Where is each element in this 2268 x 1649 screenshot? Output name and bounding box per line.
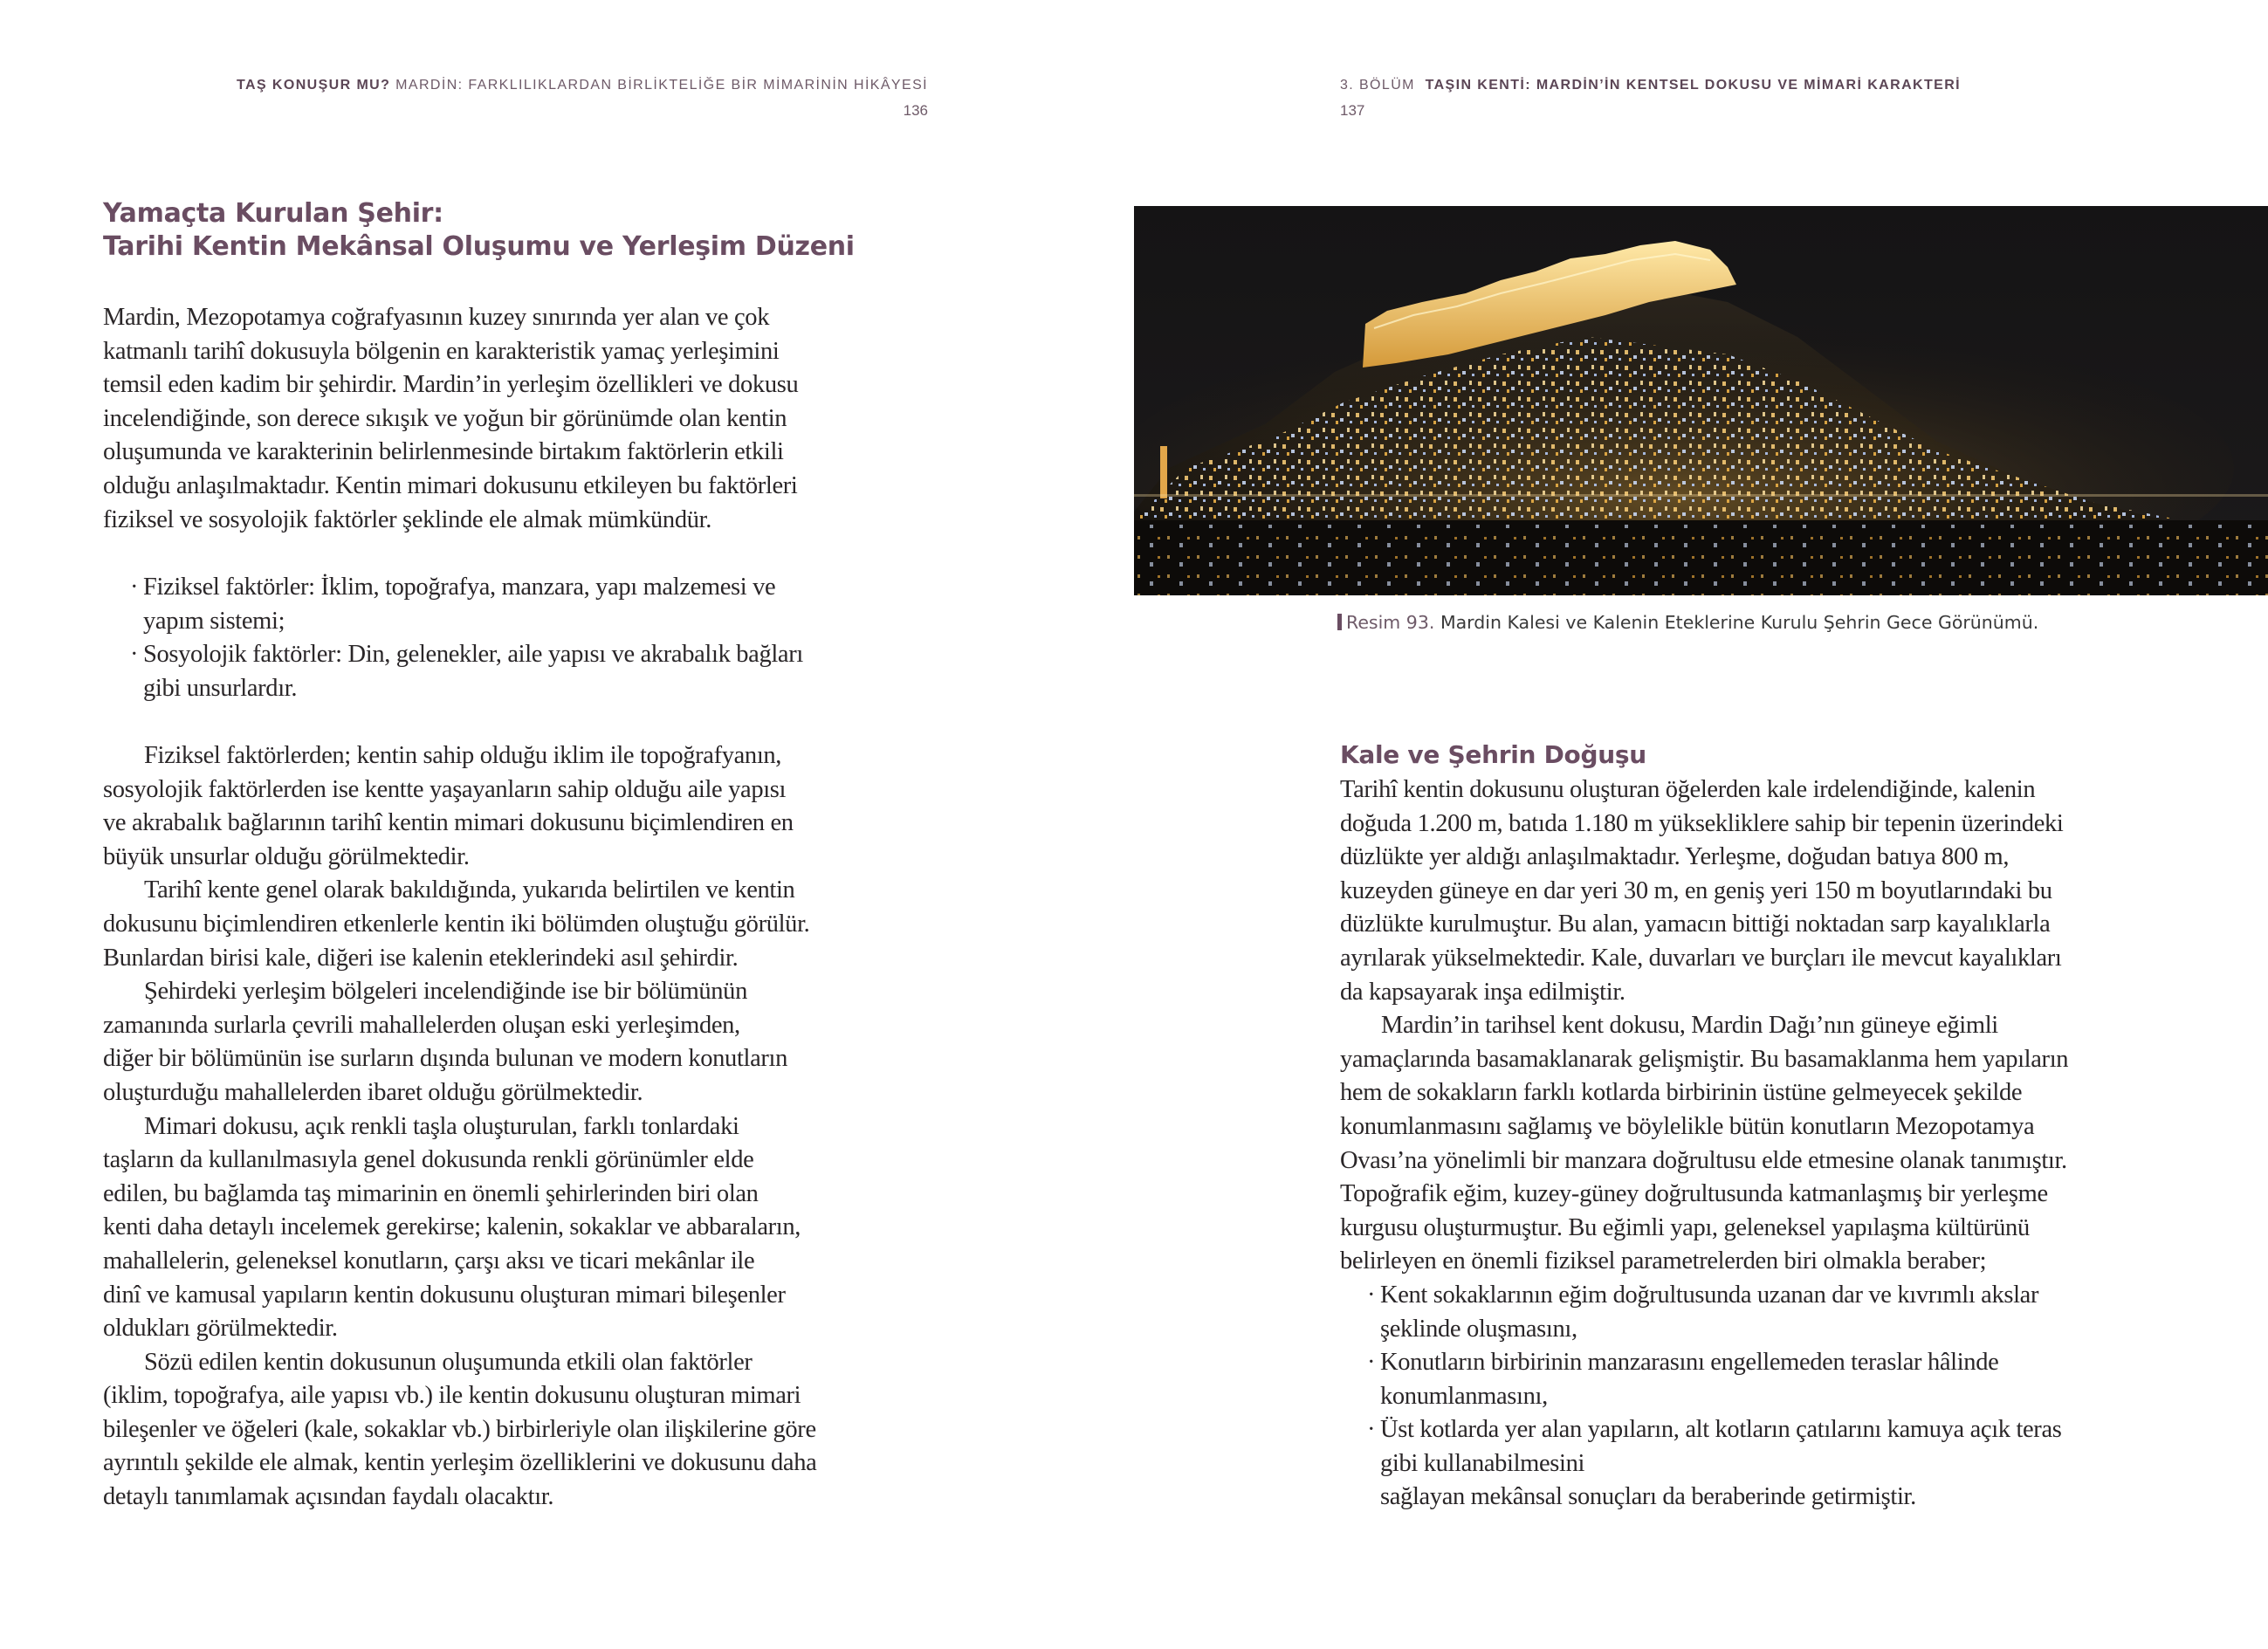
night-city-photo [1134, 206, 2268, 595]
text-line: Sözü edilen kentin dokusunun oluşumunda etkili olan faktörler [144, 1348, 753, 1376]
text-line: hem de sokakların farklı kotlarda birbirinin üstüne gelmeyecek şekilde [1340, 1079, 2023, 1107]
book-title: TAŞ KONUŞUR MU? [237, 78, 391, 93]
text-line: Mardin’in tarihsel kent dokusu, Mardin Dağı’nın güneye eğimli [1381, 1012, 1998, 1040]
bullet-icon: · [1367, 1416, 1376, 1444]
text-line: kurgusu oluşturmuştur. Bu eğimli yapı, geleneksel yapılaşma kültürünü [1340, 1213, 2030, 1241]
text-line: edilen, bu bağlamda taş mimarinin en önemli şehirlerinden biri olan [103, 1179, 759, 1207]
chapter-label: 3. BÖLÜM [1340, 78, 1415, 93]
text-line: dinî ve kamusal yapıların kentin dokusunu oluşturan mimari bileşenler [103, 1281, 786, 1309]
paragraph [103, 874, 816, 975]
text-line: Bunlardan birisi kale, diğeri ise kalenin eteklerindeki asıl şehirdir. [103, 944, 739, 972]
text-line: Mimari dokusu, açık renkli taşla oluşturulan, farklı tonlardaki [144, 1112, 739, 1140]
list-item-text: gibi unsurlardır. [143, 674, 298, 702]
text-line: doğuda 1.200 m, batıda 1.180 m yüksekliklere sahip bir tepenin üzerindeki [1340, 809, 2064, 837]
caption-number: Resim 93. [1346, 612, 1435, 633]
figure-caption [1337, 612, 2038, 633]
text-line: düzlükte yer aldığı anlaşılmaktadır. Yerleşme, doğudan batıya 800 m, [1340, 843, 2010, 871]
text-line: oluşumunda ve karakterinin belirlenmesinde birtakım faktörlerin etkili [103, 438, 784, 466]
list-item-text: Sosyolojik faktörler: Din, gelenekler, aile yapısı ve akrabalık bağları [143, 641, 803, 669]
text-line: mahallelerin, geleneksel konutların, çarşı aksı ve ticari mekânlar ile [103, 1247, 755, 1275]
text-line: ayrılarak yükselmektedir. Kale, duvarları ve burçları ile mevcut kayalıkları [1340, 944, 2062, 972]
text-line: Tarihî kente genel olarak bakıldığında, yukarıda belirtilen ve kentin [144, 876, 795, 904]
text-line: Topoğrafik eğim, kuzey-güney doğrultusunda katmanlaşmış bir yerleşme [1340, 1180, 2048, 1208]
text-line: katmanlı tarihî dokusuyla bölgenin en karakteristik yamaç yerleşimini [103, 337, 780, 365]
body-paragraphs [103, 739, 816, 1515]
paragraph [103, 1110, 816, 1346]
text-line: Ovası’na yönelimli bir manzara doğrultusu elde etmesine olanak tanımıştır. [1340, 1146, 2067, 1174]
text-line: ayrıntılı şekilde ele almak, kentin yerleşim özelliklerini ve dokusunu daha [103, 1449, 817, 1477]
running-head [1340, 78, 1961, 93]
text-line: dokusunu biçimlendiren etkenlerle kentin iki bölümden oluştuğu görülür. [103, 910, 810, 938]
caption-marker-icon [1337, 614, 1342, 630]
text-line: Fiziksel faktörlerden; kentin sahip olduğu iklim ile topoğrafyanın, [144, 742, 782, 769]
text-line: Tarihî kentin dokusunu oluşturan öğelerden kale irdelendiğinde, kalenin [1340, 776, 2036, 803]
subsection-title: Kale ve Şehrin Doğuşu [1340, 740, 1646, 769]
bullet-icon: · [1367, 1349, 1376, 1377]
text-line: yamaçlarında basamaklanarak gelişmiştir. Bu basamaklanma hem yapıların [1340, 1045, 2069, 1073]
list-item [1340, 1413, 2068, 1481]
text-line: oldukları görülmektedir. [103, 1315, 338, 1343]
text-line: oluşturduğu mahallelerden ibaret olduğu görülmektedir. [103, 1078, 643, 1106]
factor-list [103, 571, 803, 705]
list-item-text: gibi kullanabilmesini [1380, 1449, 1585, 1477]
text-line: Şehirdeki yerleşim bölgeleri incelendiğinde ise bir bölümünün [144, 978, 747, 1006]
list-item-text: Üst kotlarda yer alan yapıların, alt kotların çatılarını kamuya açık teras [1380, 1416, 2062, 1444]
text-line: düzlükte kurulmuştur. Bu alan, yamacın bittiği noktadan sarp kayalıklarla [1340, 910, 2051, 938]
list-item-text: yapım sistemi; [143, 607, 285, 635]
photo-illustration [1134, 206, 2268, 595]
list-item [1340, 1279, 2068, 1346]
text-line: belirleyen en önemli fiziksel parametrelerden biri olmakla beraber; [1340, 1247, 1987, 1275]
paragraph [103, 739, 816, 874]
text-line: büyük unsurlar olduğu görülmektedir. [103, 842, 470, 870]
text-line: temsil eden kadim bir şehirdir. Mardin’in yerleşim özellikleri ve dokusu [103, 371, 799, 399]
book-subtitle: MARDİN: FARKLILIKLARDAN BİRLİKTELİĞE BİR MİMARİNİN HİKÂYESİ [395, 78, 928, 93]
list-item [1340, 1346, 2068, 1413]
text-line: olduğu anlaşılmaktadır. Kentin mimari dokusunu etkileyen bu faktörleri [103, 471, 798, 499]
list-item-text: şeklinde oluşmasını, [1380, 1315, 1577, 1343]
text-line: bileşenler ve öğeleri (kale, sokaklar vb.) birbirleriyle olan ilişkilerine göre [103, 1415, 816, 1443]
text-line: kenti daha detaylı incelemek gerekirse; kalenin, sokaklar ve abbaraların, [103, 1213, 801, 1241]
section-title-line-2: Tarihi Kentin Mekânsal Oluşumu ve Yerleşim Düzeni [103, 231, 855, 262]
right-page [1134, 0, 2268, 1649]
list-item-text: Kent sokaklarının eğim doğrultusunda uzanan dar ve kıvrımlı akslar [1380, 1281, 2039, 1309]
intro-paragraph [103, 301, 798, 537]
text-line: Mardin, Mezopotamya coğrafyasının kuzey sınırında yer alan ve çok [103, 304, 770, 331]
page-number: 136 [903, 102, 928, 119]
text-line: zamanında surlarla çevrili mahallelerden oluşan eski yerleşimden, [103, 1011, 740, 1039]
text-line: ve akrabalık bağlarının tarihî kentin mimari dokusunu biçimlendiren en [103, 809, 794, 837]
text-line: taşların da kullanılmasıyla genel dokusunda renkli görünümler elde [103, 1146, 754, 1174]
text-line: fiziksel ve sosyolojik faktörler şeklinde ele almak mümkündür. [103, 505, 711, 533]
bullet-icon: · [130, 574, 139, 601]
list-item-text: Konutların birbirinin manzarasını engellemeden teraslar hâlinde [1380, 1349, 1999, 1377]
section-title [103, 197, 855, 264]
text-line: sosyolojik faktörlerden ise kentte yaşayanların sahip olduğu aile yapısı [103, 775, 787, 803]
text-line: da kapsayarak inşa edilmiştir. [1340, 978, 1625, 1006]
list-item [103, 571, 803, 638]
paragraph [103, 975, 816, 1110]
page-number: 137 [1340, 102, 1365, 119]
closing-line: sağlayan mekânsal sonuçları da beraberinde getirmiştir. [1380, 1483, 1916, 1511]
body-paragraphs [1340, 773, 2068, 1515]
chapter-title: TAŞIN KENTİ: MARDİN’İN KENTSEL DOKUSU VE MİMARİ KARAKTERİ [1425, 78, 1962, 93]
caption-text: Mardin Kalesi ve Kalenin Eteklerine Kurulu Şehrin Gece Görünümü. [1440, 612, 2039, 633]
section-title-line-1: Yamaçta Kurulan Şehir: [103, 198, 443, 229]
text-line: (iklim, topoğrafya, aile yapısı vb.) ile kentin dokusunu oluşturan mimari [103, 1382, 801, 1410]
text-line: kuzeyden güneye en dar yeri 30 m, en geniş yeri 150 m boyutlarındaki bu [1340, 876, 2052, 904]
bullet-icon: · [130, 641, 139, 669]
paragraph [1340, 1009, 2068, 1279]
text-line: konumlanmasını sağlamış ve böylelikle bütün konutların Mezopotamya [1340, 1112, 2035, 1140]
list-item [103, 638, 803, 705]
paragraph [1340, 773, 2068, 1009]
text-line: incelendiğinde, son derece sıkışık ve yoğun bir görünümde olan kentin [103, 404, 787, 432]
paragraph [103, 1346, 816, 1515]
list-item-text: konumlanmasını, [1380, 1382, 1548, 1410]
text-line: diğer bir bölümünün ise surların dışında bulunan ve modern konutların [103, 1045, 787, 1073]
result-list [1340, 1279, 2068, 1481]
text-line: detaylı tanımlamak açısından faydalı olacaktır. [103, 1483, 554, 1511]
bullet-icon: · [1367, 1281, 1376, 1309]
list-item-text: Fiziksel faktörler: İklim, topoğrafya, manzara, yapı malzemesi ve [143, 574, 776, 601]
running-head [237, 78, 928, 93]
